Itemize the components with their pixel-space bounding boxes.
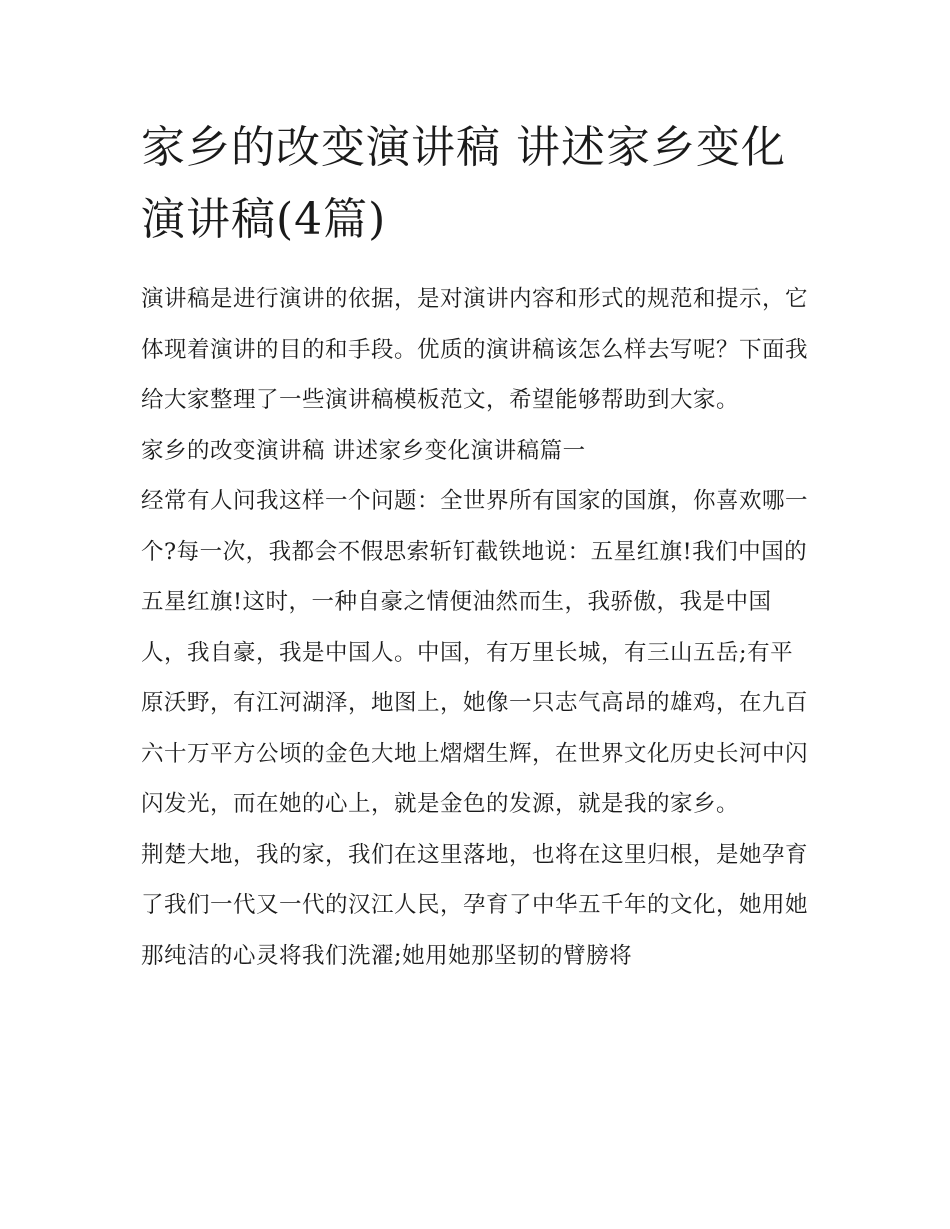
body-paragraph: 经常有人问我这样一个问题：全世界所有国家的国旗，你喜欢哪一个?每一次，我都会不假思索斩钉截铁地说：五星红旗!我们中国的五星红旗!这时，一种自豪之情便油然而生，我骄傲，我是中国人，我自豪，我是中国人。中国，有万里长城，有三山五岳;有平原沃野，有江河湖泽，地图上，她像一只志气高昂的雄鸡，在九百六十万平方公顷的金色大地上熠熠生辉，在世界文化历史长河中闪闪发光，而在她的心上，就是金色的发源，就是我的家乡。 [141,488,809,817]
document-page [141,112,813,981]
intro-paragraph: 演讲稿是进行演讲的依据，是对演讲内容和形式的规范和提示，它体现着演讲的目的和手段。优质的演讲稿该怎么样去写呢？下面我给大家整理了一些演讲稿模板范文，希望能够帮助到大家。 [141,286,809,413]
section-heading: 家乡的改变演讲稿 讲述家乡变化演讲稿篇一 [141,437,586,464]
document-title: 家乡的改变演讲稿 讲述家乡变化演讲稿(4篇) [141,122,786,245]
body-paragraph: 荆楚大地，我的家，我们在这里落地，也将在这里归根，是她孕育了我们一代又一代的汉江人民，孕育了中华五千年的文化，她用她那纯洁的心灵将我们洗濯;她用她那坚韧的臂膀将 [141,841,809,969]
